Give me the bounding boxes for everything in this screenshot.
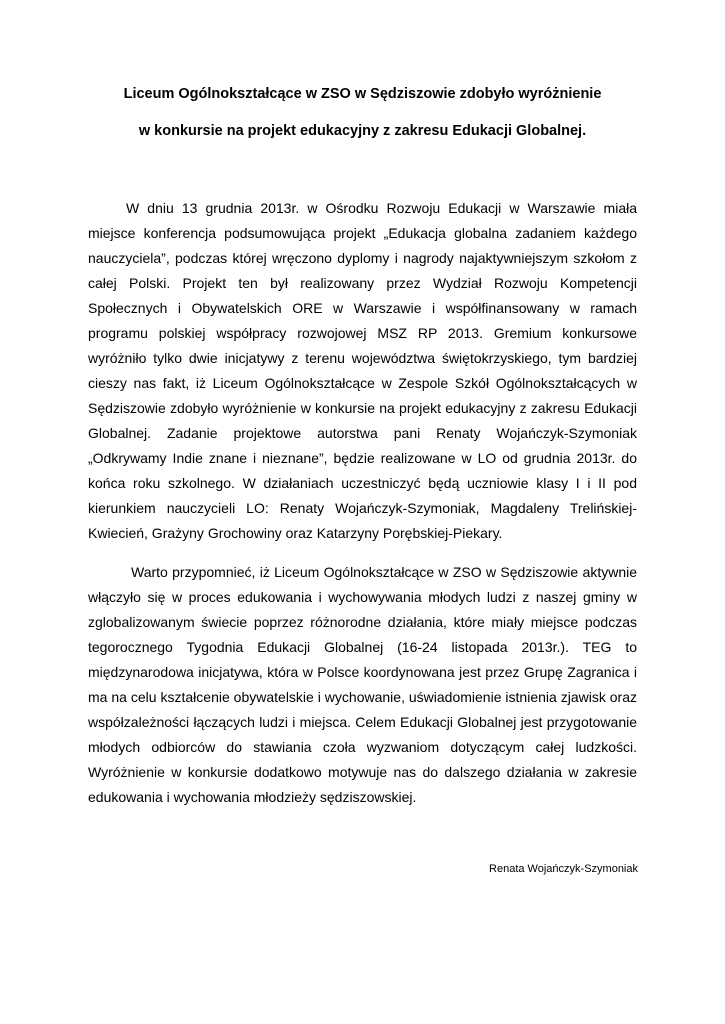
author-signature: Renata Wojańczyk-Szymoniak: [489, 863, 638, 875]
body-paragraph-2: Warto przypomnieć, iż Liceum Ogólnokształcące w ZSO w Sędziszowie aktywnie włączyło się w proces edukowania i wychowywania młodych ludzi z naszej gminy w zglobalizowanym świecie poprzez różnorodne działania, które miały miejsce podczas tegorocznego Tygodnia Edukacji Globalnej (16-24 listopada 2013r.). TEG to międzynarodowa inicjatywa, która w Polsce koordynowana jest przez Grupę Zagranica i ma na celu kształcenie obywatelskie i wychowanie, uświadomienie istnienia zjawisk oraz współzależności łączących ludzi i miejsca. Celem Edukacji Globalnej jest przygotowanie młodych odbiorców do stawiania czoła wyzwaniom dotyczącym całej ludzkości. Wyróżnienie w konkursie dodatkowo motywuje nas do dalszego działania w zakresie edukowania i wychowania młodzieży sędziszowskiej.: [88, 564, 637, 805]
document-title-line-1: Liceum Ogólnokształcące w ZSO w Sędziszowie zdobyło wyróżnienie: [123, 86, 602, 102]
body-paragraph-1: W dniu 13 grudnia 2013r. w Ośrodku Rozwoju Edukacji w Warszawie miała miejsce konferencja podsumowująca projekt „Edukacja globalna zadaniem każdego nauczyciela”, podczas której wręczono dyplomy i nagrody najaktywniejszym szkołom z całej Polski. Projekt ten był realizowany przez Wydział Rozwoju Kompetencji Społecznych i Obywatelskich ORE w Warszawie i współfinansowany w ramach programu polskiej współpracy rozwojowej MSZ RP 2013. Gremium konkursowe wyróżniło tylko dwie inicjatywy z terenu województwa świętokrzyskiego, tym bardziej cieszy nas fakt, iż Liceum Ogólnokształcące w Zespole Szkół Ogólnokształcących w Sędziszowie zdobyło wyróżnienie w konkursie na projekt edukacyjny z zakresu Edukacji Globalnej. Zadanie projektowe autorstwa pani Renaty Wojańczyk-Szymoniak „Odkrywamy Indie znane i nieznane”, będzie realizowane w LO od grudnia 2013r. do końca roku szkolnego. W działaniach uczestniczyć będą uczniowie klasy I i II pod kierunkiem nauczycieli LO: Renaty Wojańczyk-Szymoniak, Magdaleny Trelińskiej-Kwiecień, Grażyny Grochowiny oraz Katarzyny Porębskiej-Piekary.: [88, 200, 637, 541]
document-title-line-2: w konkursie na projekt edukacyjny z zakresu Edukacji Globalnej.: [138, 123, 587, 139]
